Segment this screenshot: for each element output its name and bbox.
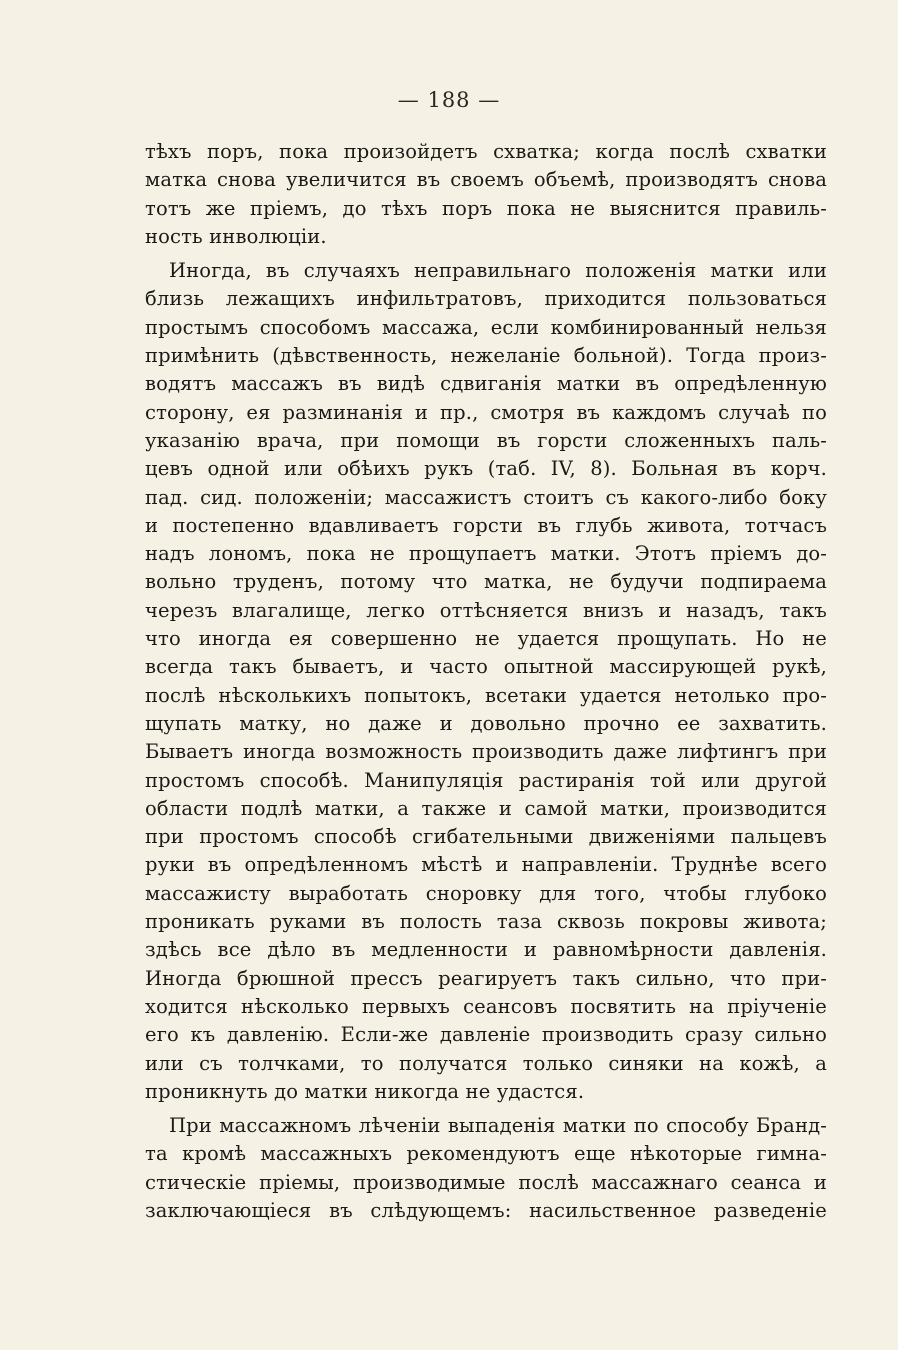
text-line: вольно труденъ, потому что матка, не будучи подпираема [145,570,827,594]
body-text [145,138,827,1225]
paragraph-3 [145,1112,827,1225]
text-line: близь лежащихъ инфильтратовъ, приходится пользоваться [145,287,827,311]
text-line: ходится нѣсколько первыхъ сеансовъ посвятить на пріученіе [145,994,827,1018]
text-line: заключающіеся въ слѣдующемъ: насильственное разведеніе [145,1198,827,1222]
text-line: черезъ влагалище, легко оттѣсняется внизъ и назадъ, такъ [145,598,827,622]
text-line: руки въ опредѣленномъ мѣстѣ и направленіи. Труднѣе всего [145,853,827,877]
text-line: матка снова увеличится въ своемъ объемѣ, производятъ снова [145,168,827,192]
text-line: и постепенно вдавливаетъ горсти въ глубь живота, тотчасъ [145,513,827,537]
text-line: всегда такъ бываетъ, и часто опытной массирующей рукѣ, [145,655,827,679]
page-number: — 188 — [397,88,501,112]
text-line: при простомъ способѣ сгибательными движеніями пальцевъ [145,825,827,849]
paragraph-2 [145,257,827,1106]
text-line: или съ толчками, то получатся только синяки на кожѣ, а [145,1051,827,1075]
text-line: Иногда брюшной прессъ реагируетъ такъ сильно, что при- [145,966,827,990]
text-line: цевъ одной или обѣихъ рукъ (таб. IV, 8). Больная въ корч. [145,457,827,481]
text-line: надъ лономъ, пока не прощупаетъ матки. Этотъ пріемъ до- [145,542,827,566]
text-line: проникать руками въ полость таза сквозь покровы живота; [145,910,827,934]
text-line: массажисту выработать сноровку для того, чтобы глубоко [145,881,827,905]
text-line: щупать матку, но даже и довольно прочно ее захватить. [145,711,827,735]
text-line: тотъ же пріемъ, до тѣхъ поръ пока не выяснится правиль- [145,196,827,220]
text-line: водятъ массажъ въ видѣ сдвиганія матки въ опредѣленную [145,372,827,396]
text-line: ность инволюціи. [145,224,327,248]
text-line: указанію врача, при помощи въ горсти сложенныхъ паль- [145,428,827,452]
text-line: примѣнить (дѣвственность, нежеланіе больной). Тогда произ- [145,344,827,368]
text-line: здѣсь все дѣло въ медленности и равномѣрности давленія. [145,938,827,962]
text-line: Бываетъ иногда возможность производить даже лифтингъ при [145,740,827,764]
text-line: При массажномъ лѣченіи выпаденія матки по способу Бранд- [169,1114,827,1138]
text-line: простымъ способомъ массажа, если комбинированный нельзя [145,315,827,339]
text-line: что иногда ея совершенно не удается прощупать. Но не [145,627,827,651]
text-line: послѣ нѣсколькихъ попытокъ, всетаки удается нетолько про- [145,683,827,707]
text-line: тѣхъ поръ, пока произойдетъ схватка; когда послѣ схватки [145,140,827,163]
text-line: Иногда, въ случаяхъ неправильнаго положенія матки или [169,259,827,283]
text-line: та кромѣ массажныхъ рекомендуютъ еще нѣкоторые гимна- [145,1142,827,1166]
text-line: проникнуть до матки никогда не удастся. [145,1079,585,1103]
text-line: пад. сид. положеніи; массажистъ стоитъ съ какого-либо боку [145,485,827,509]
paragraph-1 [145,138,827,251]
text-line: сторону, ея разминанія и пр., смотря въ каждомъ случаѣ по [145,400,827,424]
text-line: его къ давленію. Если-же давленіе производить сразу сильно [145,1023,827,1047]
text-line: простомъ способѣ. Манипуляція растиранія той или другой [145,768,827,792]
text-line: стическіе пріемы, производимые послѣ массажнаго сеанса и [145,1170,827,1194]
text-line: области подлѣ матки, а также и самой матки, производится [145,796,827,820]
